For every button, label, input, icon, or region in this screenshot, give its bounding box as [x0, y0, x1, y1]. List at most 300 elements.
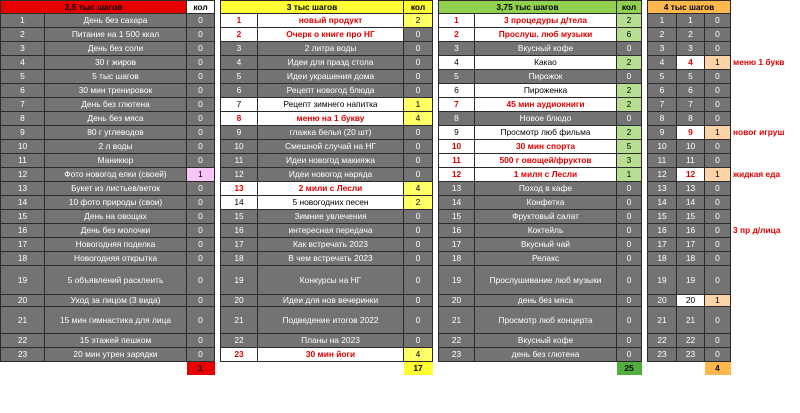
count-cell-group-4[interactable]: 0: [705, 334, 731, 348]
count-cell-group-1[interactable]: 0: [187, 348, 215, 362]
row-number[interactable]: 20: [439, 295, 475, 307]
task-cell-group-3[interactable]: 500 г овощей/фруктов: [475, 154, 617, 168]
row-number[interactable]: 18: [221, 252, 258, 266]
spacer[interactable]: [731, 28, 797, 42]
row-number[interactable]: 6: [221, 84, 258, 98]
task-cell-group-3[interactable]: Пирожок: [475, 70, 617, 84]
spacer[interactable]: [731, 266, 797, 295]
task-cell-group-1[interactable]: День без глютена: [45, 98, 187, 112]
row-number-group-4[interactable]: 1: [677, 14, 705, 28]
count-cell-group-4[interactable]: 0: [705, 252, 731, 266]
row-number-group-4[interactable]: 3: [677, 42, 705, 56]
count-cell-group-4[interactable]: 1: [705, 126, 731, 140]
count-cell-group-3[interactable]: 5: [617, 140, 642, 154]
row-number-group-4[interactable]: 11: [677, 154, 705, 168]
count-cell-group-2[interactable]: 0: [404, 224, 433, 238]
row-number[interactable]: 23: [648, 348, 677, 362]
task-cell-group-3[interactable]: Какао: [475, 56, 617, 70]
count-cell-group-3[interactable]: 0: [617, 252, 642, 266]
spacer[interactable]: [731, 98, 797, 112]
task-cell-group-2[interactable]: Подведение итогов 2022: [258, 307, 404, 334]
row-number[interactable]: 2: [221, 28, 258, 42]
task-cell-group-2[interactable]: 2 мили с Лесли: [258, 182, 404, 196]
count-cell-group-3[interactable]: 0: [617, 307, 642, 334]
header-count-3[interactable]: кол: [617, 1, 642, 14]
row-number[interactable]: 5: [1, 70, 45, 84]
row-number[interactable]: 9: [439, 126, 475, 140]
count-cell-group-1[interactable]: 0: [187, 238, 215, 252]
total-group-1[interactable]: 1: [187, 362, 215, 376]
extra-note[interactable]: жидкая еда: [731, 168, 797, 182]
count-cell-group-4[interactable]: 0: [705, 196, 731, 210]
row-number-group-4[interactable]: 17: [677, 238, 705, 252]
spacer[interactable]: [731, 140, 797, 154]
row-number[interactable]: 13: [439, 182, 475, 196]
total-group-4[interactable]: 4: [705, 362, 731, 376]
row-number[interactable]: 11: [648, 154, 677, 168]
row-number[interactable]: 9: [1, 126, 45, 140]
task-cell-group-1[interactable]: 10 фото природы (свои): [45, 196, 187, 210]
header-group-3k[interactable]: 3 тыс шагов: [221, 1, 404, 14]
task-cell-group-1[interactable]: Уход за лицом (3 вида): [45, 295, 187, 307]
count-cell-group-3[interactable]: 6: [617, 28, 642, 42]
count-cell-group-1[interactable]: 0: [187, 252, 215, 266]
task-cell-group-3[interactable]: 3 процедуры д/тела: [475, 14, 617, 28]
spacer[interactable]: [731, 154, 797, 168]
task-cell-group-3[interactable]: Коктейль: [475, 224, 617, 238]
task-cell-group-1[interactable]: Букет из листьев/веток: [45, 182, 187, 196]
task-cell-group-3[interactable]: 1 миля с Лесли: [475, 168, 617, 182]
row-number[interactable]: 6: [648, 84, 677, 98]
count-cell-group-1[interactable]: 0: [187, 28, 215, 42]
count-cell-group-4[interactable]: 0: [705, 266, 731, 295]
task-cell-group-2[interactable]: интересная передача: [258, 224, 404, 238]
row-number-group-4[interactable]: 21: [677, 307, 705, 334]
header-group-3-75k[interactable]: 3,75 тыс шагов: [439, 1, 617, 14]
count-cell-group-2[interactable]: 0: [404, 168, 433, 182]
total-group-2[interactable]: 17: [404, 362, 433, 376]
count-cell-group-4[interactable]: 0: [705, 28, 731, 42]
row-number[interactable]: 8: [648, 112, 677, 126]
row-number[interactable]: 23: [1, 348, 45, 362]
count-cell-group-3[interactable]: 0: [617, 42, 642, 56]
count-cell-group-4[interactable]: 0: [705, 112, 731, 126]
spacer[interactable]: [731, 210, 797, 224]
row-number[interactable]: 2: [648, 28, 677, 42]
count-cell-group-4[interactable]: 1: [705, 168, 731, 182]
count-cell-group-1[interactable]: 0: [187, 70, 215, 84]
count-cell-group-2[interactable]: 2: [404, 14, 433, 28]
row-number[interactable]: 1: [648, 14, 677, 28]
count-cell-group-4[interactable]: 0: [705, 98, 731, 112]
row-number[interactable]: 10: [439, 140, 475, 154]
count-cell-group-2[interactable]: 1: [404, 98, 433, 112]
row-number[interactable]: 10: [648, 140, 677, 154]
count-cell-group-3[interactable]: 2: [617, 98, 642, 112]
row-number[interactable]: 23: [439, 348, 475, 362]
count-cell-group-3[interactable]: 0: [617, 210, 642, 224]
task-cell-group-2[interactable]: Очерк о книге про НГ: [258, 28, 404, 42]
spacer[interactable]: [731, 1, 797, 14]
task-cell-group-1[interactable]: День без мяса: [45, 112, 187, 126]
task-cell-group-1[interactable]: Маникюр: [45, 154, 187, 168]
count-cell-group-3[interactable]: 0: [617, 112, 642, 126]
row-number[interactable]: 19: [648, 266, 677, 295]
task-cell-group-3[interactable]: Новое блюдо: [475, 112, 617, 126]
count-cell-group-2[interactable]: 0: [404, 56, 433, 70]
row-number[interactable]: 19: [221, 266, 258, 295]
row-number[interactable]: 16: [648, 224, 677, 238]
row-number[interactable]: 19: [1, 266, 45, 295]
row-number-group-4[interactable]: 12: [677, 168, 705, 182]
count-cell-group-1[interactable]: 0: [187, 307, 215, 334]
task-cell-group-1[interactable]: День без соли: [45, 42, 187, 56]
task-cell-group-1[interactable]: День на овощах: [45, 210, 187, 224]
task-cell-group-3[interactable]: Конфетка: [475, 196, 617, 210]
task-cell-group-1[interactable]: 5 тыс шагов: [45, 70, 187, 84]
row-number[interactable]: 3: [221, 42, 258, 56]
row-number[interactable]: 4: [648, 56, 677, 70]
task-cell-group-3[interactable]: Просмотр люб фильма: [475, 126, 617, 140]
row-number[interactable]: 22: [1, 334, 45, 348]
row-number-group-4[interactable]: 10: [677, 140, 705, 154]
row-number[interactable]: 8: [1, 112, 45, 126]
row-number[interactable]: 12: [221, 168, 258, 182]
row-number[interactable]: 15: [439, 210, 475, 224]
row-number[interactable]: 16: [1, 224, 45, 238]
task-cell-group-1[interactable]: Новогодняя открытка: [45, 252, 187, 266]
row-number[interactable]: 12: [1, 168, 45, 182]
row-number[interactable]: 20: [221, 295, 258, 307]
count-cell-group-1[interactable]: 0: [187, 224, 215, 238]
row-number[interactable]: 18: [439, 252, 475, 266]
count-cell-group-1[interactable]: 0: [187, 84, 215, 98]
row-number[interactable]: 14: [648, 196, 677, 210]
count-cell-group-3[interactable]: 2: [617, 14, 642, 28]
task-cell-group-2[interactable]: 5 новогодних песен: [258, 196, 404, 210]
row-number[interactable]: 14: [221, 196, 258, 210]
row-number[interactable]: 13: [648, 182, 677, 196]
count-cell-group-2[interactable]: 0: [404, 266, 433, 295]
row-number[interactable]: 7: [439, 98, 475, 112]
task-cell-group-1[interactable]: 5 объявлений расклеить: [45, 266, 187, 295]
row-number[interactable]: 16: [221, 224, 258, 238]
header-count-2[interactable]: кол: [404, 1, 433, 14]
row-number[interactable]: 7: [648, 98, 677, 112]
count-cell-group-1[interactable]: 0: [187, 196, 215, 210]
spacer[interactable]: [731, 295, 797, 307]
row-number[interactable]: 3: [439, 42, 475, 56]
count-cell-group-1[interactable]: 0: [187, 210, 215, 224]
count-cell-group-3[interactable]: 0: [617, 238, 642, 252]
task-cell-group-2[interactable]: Идеи украшения дома: [258, 70, 404, 84]
task-cell-group-1[interactable]: 30 г жиров: [45, 56, 187, 70]
total-group-3[interactable]: 25: [617, 362, 642, 376]
row-number[interactable]: 4: [439, 56, 475, 70]
count-cell-group-3[interactable]: 3: [617, 154, 642, 168]
spacer[interactable]: [731, 70, 797, 84]
task-cell-group-3[interactable]: 45 мин аудиокниги: [475, 98, 617, 112]
row-number[interactable]: 23: [221, 348, 258, 362]
row-number[interactable]: 17: [1, 238, 45, 252]
count-cell-group-3[interactable]: 0: [617, 224, 642, 238]
row-number[interactable]: 22: [221, 334, 258, 348]
count-cell-group-2[interactable]: 2: [404, 196, 433, 210]
task-cell-group-2[interactable]: Планы на 2023: [258, 334, 404, 348]
row-number-group-4[interactable]: 9: [677, 126, 705, 140]
count-cell-group-1[interactable]: 0: [187, 126, 215, 140]
count-cell-group-1[interactable]: 0: [187, 334, 215, 348]
count-cell-group-4[interactable]: 0: [705, 224, 731, 238]
task-cell-group-2[interactable]: 30 мин йоги: [258, 348, 404, 362]
task-cell-group-3[interactable]: Пироженка: [475, 84, 617, 98]
extra-note[interactable]: меню 1 букв: [731, 56, 797, 70]
count-cell-group-3[interactable]: 0: [617, 348, 642, 362]
task-cell-group-2[interactable]: Конкурсы на НГ: [258, 266, 404, 295]
row-number[interactable]: 2: [1, 28, 45, 42]
count-cell-group-1[interactable]: 0: [187, 140, 215, 154]
row-number[interactable]: 11: [221, 154, 258, 168]
count-cell-group-1[interactable]: 0: [187, 112, 215, 126]
count-cell-group-3[interactable]: 2: [617, 126, 642, 140]
row-number[interactable]: 17: [221, 238, 258, 252]
count-cell-group-3[interactable]: 0: [617, 196, 642, 210]
task-cell-group-3[interactable]: день без глютена: [475, 348, 617, 362]
count-cell-group-2[interactable]: 0: [404, 238, 433, 252]
spacer[interactable]: [1, 362, 187, 376]
row-number-group-4[interactable]: 2: [677, 28, 705, 42]
header-count-1[interactable]: кол: [187, 1, 215, 14]
task-cell-group-3[interactable]: 30 мин спорта: [475, 140, 617, 154]
spacer[interactable]: [731, 252, 797, 266]
row-number[interactable]: 15: [648, 210, 677, 224]
count-cell-group-2[interactable]: 0: [404, 84, 433, 98]
spacer[interactable]: [731, 112, 797, 126]
task-cell-group-1[interactable]: 30 мин тренировок: [45, 84, 187, 98]
row-number[interactable]: 11: [439, 154, 475, 168]
task-cell-group-1[interactable]: 15 мин гимнастика для лица: [45, 307, 187, 334]
row-number[interactable]: 15: [1, 210, 45, 224]
row-number-group-4[interactable]: 14: [677, 196, 705, 210]
row-number[interactable]: 14: [1, 196, 45, 210]
task-cell-group-1[interactable]: 2 л воды: [45, 140, 187, 154]
count-cell-group-3[interactable]: 0: [617, 295, 642, 307]
row-number[interactable]: 1: [1, 14, 45, 28]
spacer[interactable]: [731, 348, 797, 362]
row-number[interactable]: 1: [439, 14, 475, 28]
row-number[interactable]: 3: [1, 42, 45, 56]
task-cell-group-2[interactable]: Смешной случай на НГ: [258, 140, 404, 154]
spacer[interactable]: [731, 182, 797, 196]
row-number[interactable]: 17: [648, 238, 677, 252]
count-cell-group-2[interactable]: 0: [404, 126, 433, 140]
count-cell-group-4[interactable]: 0: [705, 84, 731, 98]
row-number[interactable]: 9: [221, 126, 258, 140]
task-cell-group-2[interactable]: Рецепт зимнего напитка: [258, 98, 404, 112]
count-cell-group-2[interactable]: 4: [404, 112, 433, 126]
row-number[interactable]: 13: [1, 182, 45, 196]
count-cell-group-4[interactable]: 0: [705, 140, 731, 154]
row-number[interactable]: 2: [439, 28, 475, 42]
count-cell-group-2[interactable]: 0: [404, 252, 433, 266]
row-number[interactable]: 22: [648, 334, 677, 348]
task-cell-group-1[interactable]: День без молочки: [45, 224, 187, 238]
task-cell-group-2[interactable]: Рецепт новогод блюда: [258, 84, 404, 98]
row-number[interactable]: 4: [221, 56, 258, 70]
row-number-group-4[interactable]: 19: [677, 266, 705, 295]
row-number[interactable]: 6: [439, 84, 475, 98]
count-cell-group-1[interactable]: 0: [187, 42, 215, 56]
extra-note[interactable]: новог игруш: [731, 126, 797, 140]
row-number-group-4[interactable]: 5: [677, 70, 705, 84]
header-group-4k[interactable]: 4 тыс шагов: [648, 1, 731, 14]
count-cell-group-4[interactable]: 0: [705, 182, 731, 196]
row-number[interactable]: 20: [648, 295, 677, 307]
row-number[interactable]: 1: [221, 14, 258, 28]
task-cell-group-1[interactable]: 20 мин утрен зарядки: [45, 348, 187, 362]
spacer[interactable]: [731, 196, 797, 210]
row-number[interactable]: 5: [648, 70, 677, 84]
count-cell-group-2[interactable]: 0: [404, 154, 433, 168]
count-cell-group-4[interactable]: 0: [705, 154, 731, 168]
spacer[interactable]: [731, 42, 797, 56]
count-cell-group-1[interactable]: 0: [187, 98, 215, 112]
spacer[interactable]: [731, 84, 797, 98]
count-cell-group-4[interactable]: 1: [705, 56, 731, 70]
count-cell-group-3[interactable]: 2: [617, 84, 642, 98]
spacer[interactable]: [731, 334, 797, 348]
row-number[interactable]: 12: [439, 168, 475, 182]
task-cell-group-3[interactable]: Вкусный кофе: [475, 42, 617, 56]
row-number-group-4[interactable]: 6: [677, 84, 705, 98]
row-number[interactable]: 20: [1, 295, 45, 307]
row-number-group-4[interactable]: 20: [677, 295, 705, 307]
count-cell-group-2[interactable]: 4: [404, 348, 433, 362]
row-number[interactable]: 8: [221, 112, 258, 126]
count-cell-group-2[interactable]: 0: [404, 307, 433, 334]
row-number-group-4[interactable]: 4: [677, 56, 705, 70]
spacer[interactable]: [642, 362, 705, 376]
row-number[interactable]: 18: [648, 252, 677, 266]
spacer[interactable]: [433, 362, 617, 376]
count-cell-group-3[interactable]: 0: [617, 182, 642, 196]
count-cell-group-1[interactable]: 0: [187, 266, 215, 295]
row-number[interactable]: 10: [1, 140, 45, 154]
header-group-2-5k[interactable]: 2,5 тыс шагов: [1, 1, 187, 14]
row-number[interactable]: 12: [648, 168, 677, 182]
count-cell-group-1[interactable]: 0: [187, 295, 215, 307]
task-cell-group-2[interactable]: меню на 1 букву: [258, 112, 404, 126]
task-cell-group-2[interactable]: 2 литра воды: [258, 42, 404, 56]
row-number[interactable]: 9: [648, 126, 677, 140]
row-number[interactable]: 15: [221, 210, 258, 224]
count-cell-group-1[interactable]: 1: [187, 168, 215, 182]
row-number[interactable]: 7: [221, 98, 258, 112]
task-cell-group-2[interactable]: Идеи новогод наряда: [258, 168, 404, 182]
count-cell-group-4[interactable]: 0: [705, 210, 731, 224]
count-cell-group-1[interactable]: 0: [187, 182, 215, 196]
row-number[interactable]: 6: [1, 84, 45, 98]
row-number-group-4[interactable]: 8: [677, 112, 705, 126]
count-cell-group-4[interactable]: 0: [705, 42, 731, 56]
count-cell-group-2[interactable]: 0: [404, 70, 433, 84]
row-number-group-4[interactable]: 18: [677, 252, 705, 266]
row-number[interactable]: 3: [648, 42, 677, 56]
extra-note[interactable]: 3 пр д/лица: [731, 224, 797, 238]
count-cell-group-4[interactable]: 1: [705, 295, 731, 307]
task-cell-group-2[interactable]: В чем встречать 2023: [258, 252, 404, 266]
count-cell-group-4[interactable]: 0: [705, 70, 731, 84]
count-cell-group-4[interactable]: 0: [705, 348, 731, 362]
count-cell-group-3[interactable]: 2: [617, 56, 642, 70]
row-number[interactable]: 13: [221, 182, 258, 196]
row-number[interactable]: 21: [648, 307, 677, 334]
count-cell-group-1[interactable]: 0: [187, 154, 215, 168]
row-number[interactable]: 21: [439, 307, 475, 334]
row-number-group-4[interactable]: 15: [677, 210, 705, 224]
row-number-group-4[interactable]: 7: [677, 98, 705, 112]
task-cell-group-1[interactable]: 15 этажей пешком: [45, 334, 187, 348]
count-cell-group-2[interactable]: 0: [404, 42, 433, 56]
count-cell-group-3[interactable]: 0: [617, 70, 642, 84]
task-cell-group-3[interactable]: Просмотр люб концерта: [475, 307, 617, 334]
row-number[interactable]: 11: [1, 154, 45, 168]
row-number[interactable]: 16: [439, 224, 475, 238]
row-number[interactable]: 5: [439, 70, 475, 84]
task-cell-group-3[interactable]: Фруктовый салат: [475, 210, 617, 224]
count-cell-group-2[interactable]: 0: [404, 295, 433, 307]
row-number[interactable]: 19: [439, 266, 475, 295]
task-cell-group-3[interactable]: Вкусный кофе: [475, 334, 617, 348]
task-cell-group-2[interactable]: Идеи для нов вечеринки: [258, 295, 404, 307]
count-cell-group-3[interactable]: 0: [617, 266, 642, 295]
count-cell-group-2[interactable]: 4: [404, 182, 433, 196]
row-number[interactable]: 21: [221, 307, 258, 334]
spacer[interactable]: [731, 362, 797, 376]
row-number-group-4[interactable]: 22: [677, 334, 705, 348]
count-cell-group-2[interactable]: 0: [404, 334, 433, 348]
row-number[interactable]: 8: [439, 112, 475, 126]
count-cell-group-4[interactable]: 0: [705, 238, 731, 252]
count-cell-group-4[interactable]: 0: [705, 14, 731, 28]
row-number[interactable]: 7: [1, 98, 45, 112]
task-cell-group-2[interactable]: новый продукт: [258, 14, 404, 28]
task-cell-group-3[interactable]: Вкусный чай: [475, 238, 617, 252]
row-number-group-4[interactable]: 13: [677, 182, 705, 196]
task-cell-group-1[interactable]: День без сахара: [45, 14, 187, 28]
count-cell-group-1[interactable]: 0: [187, 14, 215, 28]
row-number[interactable]: 18: [1, 252, 45, 266]
task-cell-group-3[interactable]: Прослушивание люб музыки: [475, 266, 617, 295]
task-cell-group-3[interactable]: день без мяса: [475, 295, 617, 307]
row-number[interactable]: 17: [439, 238, 475, 252]
row-number[interactable]: 10: [221, 140, 258, 154]
task-cell-group-3[interactable]: Прослуш. люб музыки: [475, 28, 617, 42]
spacer[interactable]: [215, 362, 404, 376]
count-cell-group-2[interactable]: 0: [404, 28, 433, 42]
row-number-group-4[interactable]: 23: [677, 348, 705, 362]
task-cell-group-2[interactable]: Зимние увлечения: [258, 210, 404, 224]
spacer[interactable]: [731, 307, 797, 334]
count-cell-group-2[interactable]: 0: [404, 210, 433, 224]
task-cell-group-2[interactable]: Идеи для празд стола: [258, 56, 404, 70]
row-number[interactable]: 14: [439, 196, 475, 210]
task-cell-group-1[interactable]: Фото новогод елки (своей): [45, 168, 187, 182]
task-cell-group-2[interactable]: Идеи новогод макияжа: [258, 154, 404, 168]
count-cell-group-3[interactable]: 0: [617, 334, 642, 348]
task-cell-group-3[interactable]: Поход в кафе: [475, 182, 617, 196]
spacer[interactable]: [731, 14, 797, 28]
